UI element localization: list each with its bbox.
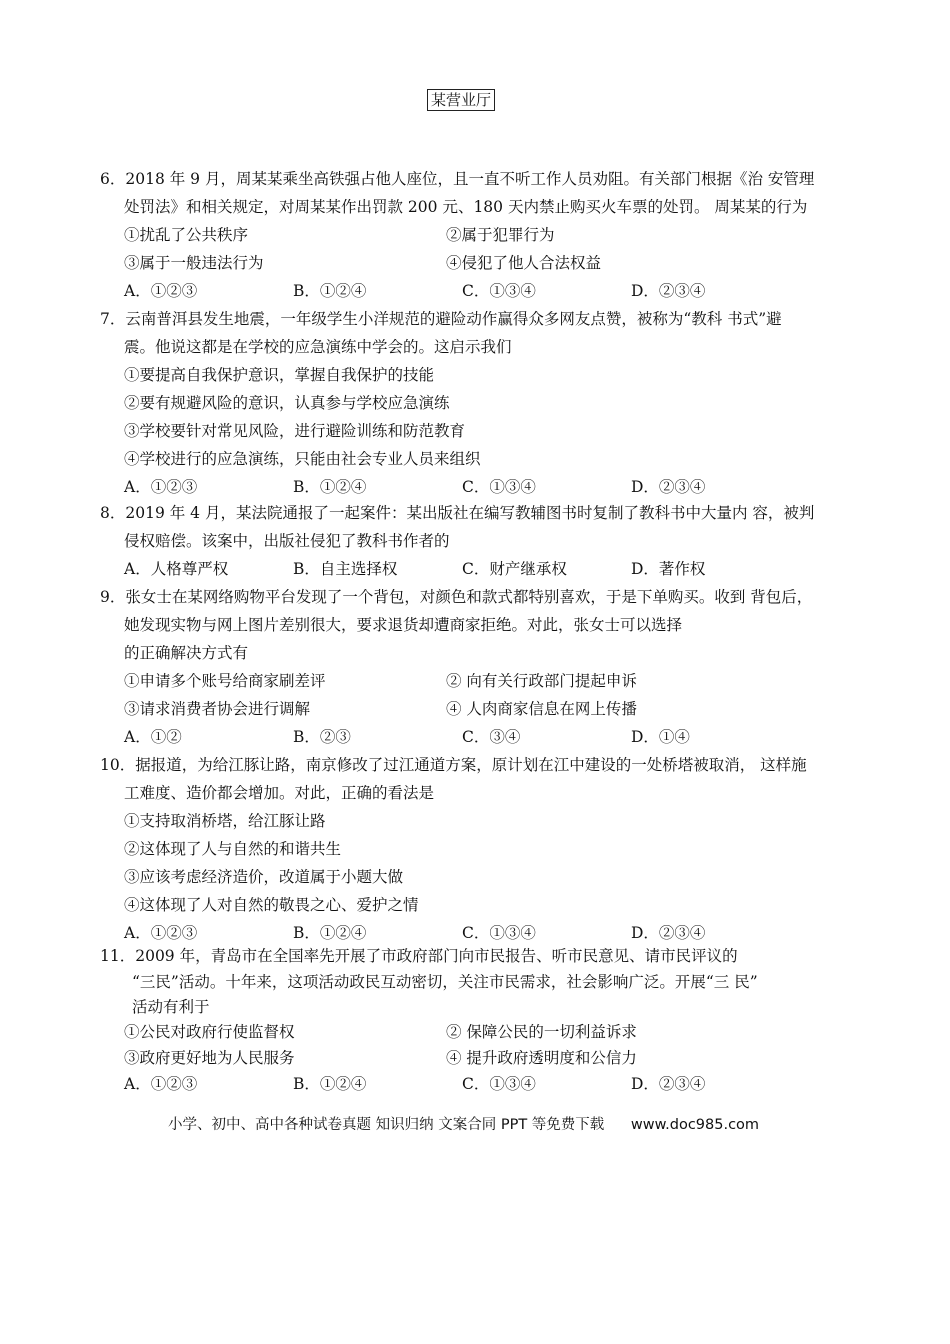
option-item: ④这体现了人对自然的敬畏之心、爱护之情 xyxy=(124,896,419,914)
answer-choice-c: C．①③④ xyxy=(462,1075,536,1093)
answer-choice-d: D．①④ xyxy=(631,728,690,746)
question-text: 的正确解决方式有 xyxy=(124,644,249,662)
question-text: 侵权赔偿。该案中，出版社侵犯了教科书作者的 xyxy=(124,532,450,550)
question-8 xyxy=(100,499,870,583)
option-item: ①要提高自我保护意识，掌握自我保护的技能 xyxy=(124,366,435,384)
question-7 xyxy=(100,305,870,501)
answer-choice-c: C．①③④ xyxy=(462,924,536,942)
question-text: 震。他说这都是在学校的应急演练中学会的。这启示我们 xyxy=(124,338,512,356)
answer-choice-b: B．①②④ xyxy=(293,282,367,300)
answer-choice-b: B．自主选择权 xyxy=(293,560,398,578)
answer-choice-c: C．③④ xyxy=(462,728,521,746)
option-item: ②要有规避风险的意识，认真参与学校应急演练 xyxy=(124,394,450,412)
option-item: ③属于一般违法行为 xyxy=(124,254,264,272)
answer-choice-b: B．①②④ xyxy=(293,1075,367,1093)
option-item: ②属于犯罪行为 xyxy=(446,226,555,244)
question-text: 活动有利于 xyxy=(132,998,210,1016)
answer-choice-c: C．①③④ xyxy=(462,478,536,496)
option-item: ③请求消费者协会进行调解 xyxy=(124,700,311,718)
option-item: ②这体现了人与自然的和谐共生 xyxy=(124,840,342,858)
answer-choice-c: C．①③④ xyxy=(462,282,536,300)
question-6 xyxy=(100,165,870,305)
option-item: ③政府更好地为人民服务 xyxy=(124,1049,295,1067)
question-text: 8．2019 年 4 月，某法院通报了一起案件：某出版社在编写教辅图书时复制了教科书中大量内 容，被判 xyxy=(100,504,815,522)
answer-choice-d: D．②③④ xyxy=(631,282,706,300)
question-text: 处罚法》和相关规定，对周某某作出罚款 200 元、180 天内禁止购买火车票的处罚。 周某某的行为 xyxy=(124,198,808,216)
answer-choice-c: C．财产继承权 xyxy=(462,560,567,578)
option-item: ①扰乱了公共秩序 xyxy=(124,226,249,244)
option-item: ①支持取消桥塔，给江豚让路 xyxy=(124,812,326,830)
answer-choice-b: B．②③ xyxy=(293,728,351,746)
question-text: 9．张女士在某网络购物平台发现了一个背包，对颜色和款式都特别喜欢，于是下单购买。收到 背包后， xyxy=(100,588,813,606)
footer-link[interactable]: www.doc985.com xyxy=(630,1117,760,1133)
option-item: ④侵犯了他人合法权益 xyxy=(446,254,602,272)
option-item: ④ 提升政府透明度和公信力 xyxy=(446,1049,637,1067)
question-10 xyxy=(100,751,870,947)
answer-choice-d: D．②③④ xyxy=(631,478,706,496)
question-text: 10．据报道，为给江豚让路，南京修改了过江通道方案，原计划在江中建设的一处桥塔被取消， 这样施 xyxy=(100,756,807,774)
question-text: 11．2009 年，青岛市在全国率先开展了市政府部门向市民报告、听市民意见、请市民评议的 xyxy=(100,947,738,965)
answer-choice-d: D．著作权 xyxy=(631,560,706,578)
option-item: ② 保障公民的一切利益诉求 xyxy=(446,1023,637,1041)
option-item: ①公民对政府行使监督权 xyxy=(124,1023,295,1041)
boxed-label: 某营业厅 xyxy=(427,89,495,111)
question-text: “三民”活动。十年来，这项活动政民互动密切，关注市民需求，社会影响广泛。开展“三 民” xyxy=(132,973,758,991)
question-text: 6．2018 年 9 月，周某某乘坐高铁强占他人座位，且一直不听工作人员劝阻。有关部门根据《治 安管理 xyxy=(100,170,815,188)
answer-choice-a: A．①②③ xyxy=(124,478,198,496)
option-item: ④ 人肉商家信息在网上传播 xyxy=(446,700,637,718)
answer-choice-a: A．①②③ xyxy=(124,1075,198,1093)
question-text: 工难度、造价都会增加。对此，正确的看法是 xyxy=(124,784,435,802)
option-item: ④学校进行的应急演练，只能由社会专业人员来组织 xyxy=(124,450,481,468)
option-item: ③应该考虑经济造价，改道属于小题大做 xyxy=(124,868,404,886)
answer-choice-a: A．①② xyxy=(124,728,182,746)
option-item: ③学校要针对常见风险，进行避险训练和防范教育 xyxy=(124,422,466,440)
answer-choice-b: B．①②④ xyxy=(293,478,367,496)
answer-choice-b: B．①②④ xyxy=(293,924,367,942)
footer-text: 小学、初中、高中各种试卷真题 知识归纳 文案合同 PPT 等免费下载 xyxy=(168,1117,605,1133)
answer-choice-a: A．①②③ xyxy=(124,924,198,942)
footer xyxy=(168,1113,759,1137)
question-11 xyxy=(100,943,870,1097)
question-text: 7．云南普洱县发生地震，一年级学生小洋规范的避险动作赢得众多网友点赞，被称为“教科 书式”避 xyxy=(100,310,782,328)
question-9 xyxy=(100,583,870,751)
answer-choice-d: D．②③④ xyxy=(631,924,706,942)
question-text: 她发现实物与网上图片差别很大，要求退货却遭商家拒绝。对此，张女士可以选择 xyxy=(124,616,683,634)
option-item: ①申请多个账号给商家刷差评 xyxy=(124,672,326,690)
option-item: ② 向有关行政部门提起申诉 xyxy=(446,672,637,690)
answer-choice-d: D．②③④ xyxy=(631,1075,706,1093)
answer-choice-a: A．①②③ xyxy=(124,282,198,300)
answer-choice-a: A．人格尊严权 xyxy=(124,560,229,578)
